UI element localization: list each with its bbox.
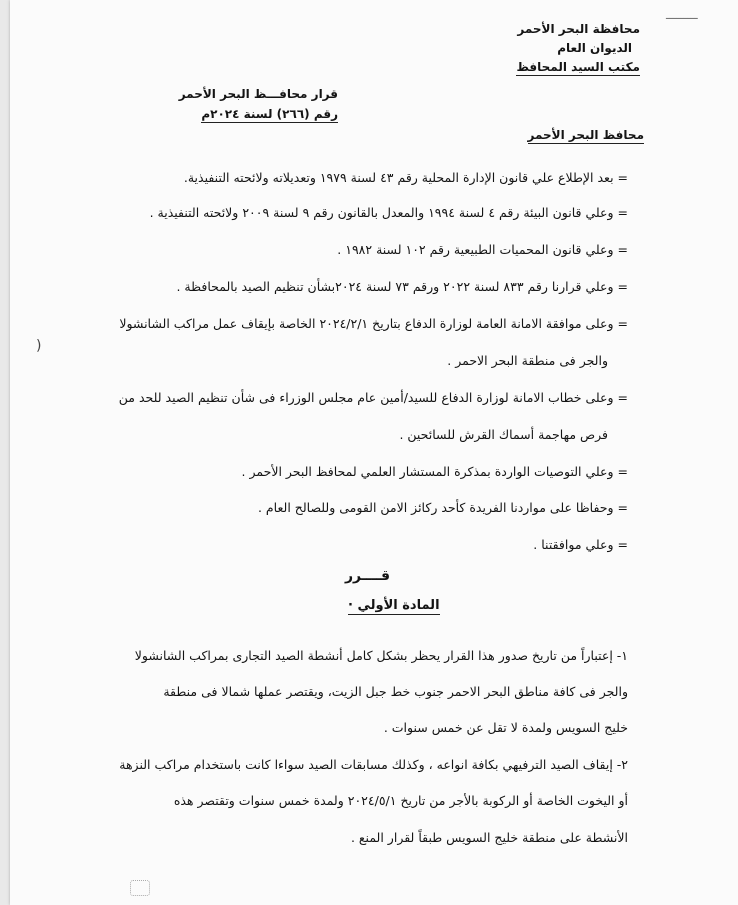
scan-mark: ـــــــــ: [666, 8, 698, 22]
decree-title: [179, 84, 338, 124]
letterhead: [516, 20, 640, 77]
decree-heading: قــــرر: [345, 568, 391, 584]
article-heading: المادة الأولي ·: [348, 598, 440, 613]
article-item-1: ١- إعتباراً من تاريخ صدور هذا القرار يحظر بشكل كامل أنشطة الصيد التجارى بمراكب الشانشولا: [134, 648, 628, 663]
article-item-1-cont: والجر فى كافة مناطق البحر الاحمر جنوب خط جبل الزيت، ويقتصر عملها شمالا فى منطقة: [163, 684, 628, 699]
decree-document: [10, 0, 738, 905]
letterhead-office: الديوان العام: [557, 41, 632, 55]
scan-artifact: [130, 880, 150, 896]
article-item-2-cont: أو اليخوت الخاصة أو الركوبة بالأجر من تاريخ ٢٠٢٤/٥/١ ولمدة خمس سنوات وتقتصر هذه: [173, 793, 628, 808]
article-item-2: ٢- إيقاف الصيد الترفيهي بكافة انواعه ، وكذلك مسابقات الصيد سواءا كانت باستخدام مراكب النزهة: [119, 757, 628, 772]
preamble-8: = وحفاظا على مواردنا الفريدة كأحد ركائز الامن القومى وللصالح العام .: [257, 500, 628, 515]
decree-title-line1: قرار محافـــظ البحر الأحمر: [178, 87, 338, 101]
preamble-6-cont: فرص مهاجمة أسماك القرش للسائحين .: [399, 427, 608, 442]
preamble-5-cont: والجر فى منطقة البحر الاحمر .: [447, 353, 608, 368]
preamble-5: = وعلى موافقة الامانة العامة لوزارة الدفاع بتاريخ ٢٠٢٤/٢/١ الخاصة بإيقاف عمل مراكب الشانشولا: [119, 316, 628, 331]
preamble-1: = بعد الإطلاع علي قانون الإدارة المحلية رقم ٤٣ لسنة ١٩٧٩ وتعديلاته ولائحته التنفيذية.: [183, 170, 628, 185]
preamble-7: = وعلي التوصيات الواردة بمذكرة المستشار العلمي لمحافظ البحر الأحمر .: [241, 464, 628, 479]
article-item-1-cont2: خليج السويس ولمدة لا تقل عن خمس سنوات .: [383, 720, 628, 735]
preamble-2: = وعلي قانون البيئة رقم ٤ لسنة ١٩٩٤ والمعدل بالقانون رقم ٩ لسنة ٢٠٠٩ ولائحته التنفيذية .: [149, 205, 628, 220]
preamble-6: = وعلى خطاب الامانة لوزارة الدفاع للسيد/أمين عام مجلس الوزراء فى شأن تنظيم الصيد للحد من: [118, 390, 628, 405]
margin-mark: (: [36, 338, 42, 354]
preamble-4: = وعلي قرارنا رقم ٨٣٣ لسنة ٢٠٢٢ ورقم ٧٣ لسنة ٢٠٢٤بشأن تنظيم الصيد بالمحافظة .: [176, 279, 628, 294]
letterhead-governorate: محافظة البحر الأحمر: [517, 22, 640, 36]
preamble-9: = وعلي موافقتنا .: [533, 537, 628, 552]
letterhead-governor-office: مكتب السيد المحافظ: [516, 60, 640, 74]
governor-label: محافظ البحر الأحمر: [527, 128, 644, 142]
decree-number: رقم (٢٦٦) لسنة ٢٠٢٤م: [201, 107, 338, 121]
article-item-2-cont2: الأنشطة على منطقة خليج السويس طبقاً لقرار المنع .: [350, 830, 628, 845]
preamble-3: = وعلي قانون المحميات الطبيعية رقم ١٠٢ لسنة ١٩٨٢ .: [337, 242, 628, 257]
